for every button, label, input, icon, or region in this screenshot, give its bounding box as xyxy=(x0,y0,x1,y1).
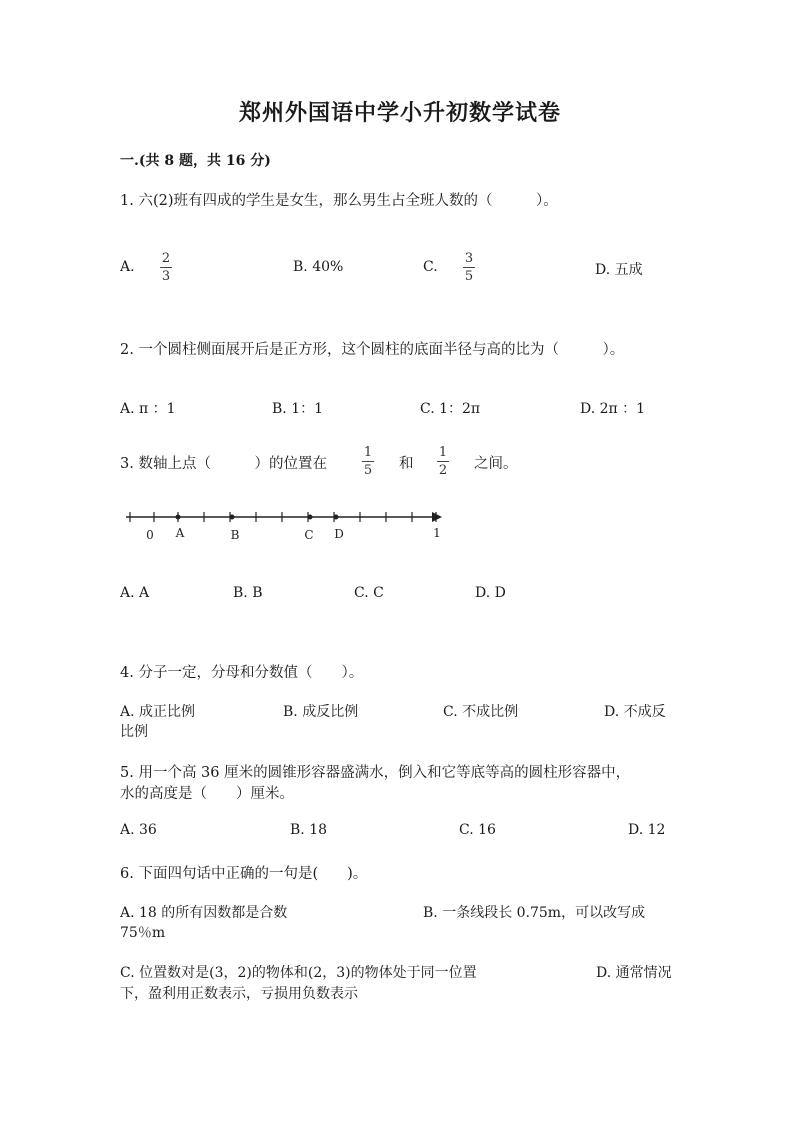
label-zero: 0 xyxy=(146,528,154,542)
fraction-denominator: 3 xyxy=(161,269,171,284)
label-a: A xyxy=(175,526,185,540)
number-line-figure xyxy=(120,505,460,550)
q3-stem-start: 3. 数轴上点（ ）的位置在 xyxy=(120,456,327,472)
label-one: 1 xyxy=(433,526,441,540)
q2-option-d: D. 2π ：1 xyxy=(580,401,646,417)
q4-option-c: C. 不成比例 xyxy=(443,704,519,720)
fraction-bar xyxy=(437,461,449,462)
fraction-bar xyxy=(362,461,374,462)
q5-stem-line1: 5. 用一个高 36 厘米的圆锥形容器盛满水，倒入和它等底等高的圆柱形容器中， xyxy=(120,765,631,781)
q1-option-a-fraction xyxy=(160,252,172,283)
q6-option-b-continued: 75％m xyxy=(120,925,166,941)
q1-option-c-label: C. xyxy=(423,259,438,275)
q1-option-d: D. 五成 xyxy=(595,262,643,278)
q5-option-d: D. 12 xyxy=(628,822,666,838)
q4-option-a: A. 成正比例 xyxy=(120,704,196,720)
q6-option-a: A. 18 的所有因数都是合数 xyxy=(120,905,288,921)
q3-stem-end: 之间。 xyxy=(474,456,518,472)
q2-stem: 2. 一个圆柱侧面展开后是正方形，这个圆柱的底面半径与高的比为（ ）。 xyxy=(120,342,625,358)
label-d: D xyxy=(334,527,344,541)
q3-option-a: A. A xyxy=(120,585,150,601)
q1-option-c-fraction xyxy=(463,252,475,283)
q3-and: 和 xyxy=(399,456,414,472)
q6-option-b: B. 一条线段长 0.75m，可以改写成 xyxy=(423,905,646,921)
q1-option-b: B. 40% xyxy=(293,259,344,275)
fraction-numerator: 2 xyxy=(161,251,171,266)
q3-option-b: B. B xyxy=(233,585,263,601)
fraction-denominator: 5 xyxy=(464,269,474,284)
page-title: 郑州外国语中学小升初数学试卷 xyxy=(238,100,561,126)
q5-option-b: B. 18 xyxy=(290,822,328,838)
point-a-marker xyxy=(176,515,181,520)
q5-option-a: A. 36 xyxy=(120,822,157,838)
point-c-marker xyxy=(308,515,313,520)
point-b-marker xyxy=(230,515,235,520)
q2-option-a: A. π ：1 xyxy=(120,401,176,417)
label-c: C xyxy=(304,528,314,542)
q1-option-a-label: A. xyxy=(120,259,135,275)
q3-option-d: D. D xyxy=(475,585,506,601)
q6-option-c: C. 位置数对是(3，2)的物体和(2，3)的物体处于同一位置 xyxy=(120,965,477,981)
label-b: B xyxy=(230,528,240,542)
q2-option-c: C. 1：2π xyxy=(420,401,481,417)
fraction-denominator: 2 xyxy=(438,463,448,478)
q3-fraction-one-half xyxy=(437,446,449,477)
point-d-marker xyxy=(334,515,339,520)
q6-option-d-continued: 下，盈利用正数表示，亏损用负数表示 xyxy=(120,986,358,1002)
q4-stem: 4. 分子一定，分母和分数值（ ）。 xyxy=(120,665,364,681)
q3-fraction-one-fifth xyxy=(362,446,374,477)
q3-option-c: C. C xyxy=(354,585,384,601)
q6-option-d: D. 通常情况 xyxy=(596,965,672,981)
fraction-bar xyxy=(160,267,172,268)
q6-stem: 6. 下面四句话中正确的一句是( )。 xyxy=(120,866,368,882)
q5-option-c: C. 16 xyxy=(459,822,496,838)
q1-stem: 1. 六(2)班有四成的学生是女生，那么男生占全班人数的（ ）。 xyxy=(120,193,558,209)
section-heading: 一.(共 8 题，共 16 分) xyxy=(120,153,271,169)
q2-option-b: B. 1：1 xyxy=(272,401,324,417)
fraction-numerator: 1 xyxy=(363,445,373,460)
fraction-bar xyxy=(463,267,475,268)
fraction-denominator: 5 xyxy=(363,463,373,478)
fraction-numerator: 1 xyxy=(438,445,448,460)
q4-option-d-continued: 比例 xyxy=(120,724,148,740)
q4-option-b: B. 成反比例 xyxy=(283,704,359,720)
q4-option-d: D. 不成反 xyxy=(604,704,666,720)
q5-stem-line2: 水的高度是（ ）厘米。 xyxy=(120,786,294,802)
fraction-numerator: 3 xyxy=(464,251,474,266)
number-line-arrow xyxy=(432,512,442,522)
